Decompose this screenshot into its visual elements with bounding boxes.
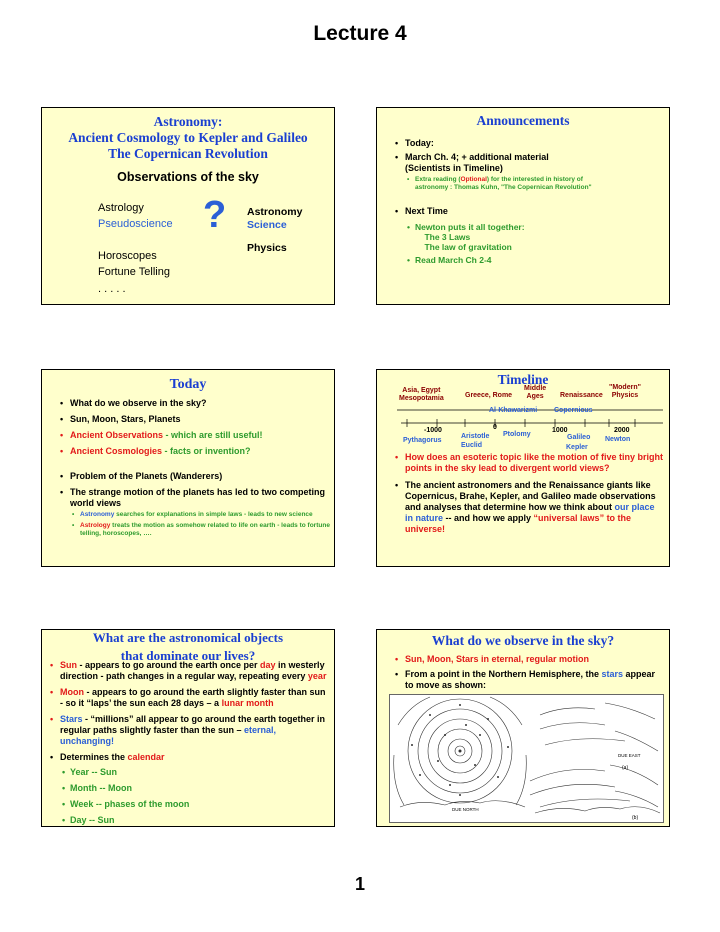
- sub-item: • Astrology treats the motion as somehow related to life on earth - leads to fortune telling, horoscopes, ….: [70, 522, 332, 538]
- person-label: Aristotle: [461, 433, 490, 440]
- person-label: Pythagorus: [403, 437, 442, 444]
- label-due-north: DUE NORTH: [452, 807, 479, 812]
- sub-item: • Month -- Moon: [60, 783, 330, 794]
- title-line: The Copernican Revolution: [108, 146, 268, 161]
- person-label: Euclid: [461, 442, 483, 449]
- tick-label: 1000: [552, 427, 568, 434]
- today-list: [58, 398, 332, 543]
- label-ellipsis: . . . . .: [98, 283, 126, 295]
- next-time-list: [393, 206, 663, 268]
- slide-announcements: [376, 107, 670, 305]
- list-item: • Moon - appears to go around the earth slightly faster than sun - so it “laps’ the sun each 28 days – a lunar month: [48, 687, 330, 709]
- title-line: Astronomy:: [153, 114, 223, 129]
- slide-subtitle: Observations of the sky: [117, 170, 259, 184]
- star-trails-figure: [390, 695, 663, 822]
- person-label: Newton: [605, 436, 631, 443]
- person-label: Ptolomy: [503, 431, 531, 438]
- list-item: • The strange motion of the planets has led to two competing world views • Astronomy searches for explanations in simple laws - leads to new science • Astrology treats the motion as somehow related to life on earth - leads to fortune telling, horoscopes, ….: [58, 487, 332, 538]
- list-item: • Sun, Moon, Stars, Planets: [58, 414, 332, 425]
- slide-title: Timeline: [497, 372, 549, 387]
- sub-item: • Newton puts it all together: The 3 Laws The law of gravitation: [405, 222, 663, 252]
- era-label: Greece, Rome: [465, 392, 513, 399]
- label-science: Science: [247, 219, 287, 231]
- sub-item: • Astronomy searches for explanations in simple laws - leads to new science: [70, 511, 332, 519]
- slide-title: [42, 114, 334, 162]
- era-label: Asia, Egypt Mesopotamia: [399, 387, 444, 402]
- label-astronomy: Astronomy: [247, 206, 303, 218]
- page-title: Lecture 4: [313, 22, 407, 45]
- person-label: Kepler: [566, 444, 588, 451]
- label-a: (a): [622, 765, 629, 771]
- sub-item: • Week -- phases of the moon: [60, 799, 330, 810]
- sub-item: • Year -- Sun: [60, 767, 330, 778]
- era-label: "Modern" Physics: [609, 384, 641, 399]
- list-item: • Stars - “millions” all appear to go around the earth together in regular paths slightly faster than the sun – eternal, unchanging!: [48, 714, 330, 747]
- list-item: • Problem of the Planets (Wanderers): [58, 471, 332, 482]
- slide-sky-observation: [376, 629, 670, 827]
- page-number: 1: [354, 874, 365, 894]
- slide-title: Announcements: [476, 113, 570, 128]
- star-trails-diagram: [389, 694, 664, 823]
- slide-astronomical-objects: [41, 629, 335, 827]
- list-item: • Ancient Observations - which are still useful!: [58, 430, 332, 441]
- person-label: Galileo: [567, 434, 591, 441]
- label-pseudoscience: Pseudoscience: [98, 218, 173, 230]
- list-item: • March Ch. 4; + additional material (Scientists in Timeline) • Extra reading (Optional) for the interested in history of astronomy : Thomas Kuhn, "The Copernican Revolution": [393, 152, 663, 192]
- announcement-list: [393, 138, 663, 195]
- tick-label: 0: [493, 424, 497, 431]
- tick-label: 2000: [614, 427, 630, 434]
- list-item: • Sun - appears to go around the earth once per day in westerly direction - path changes in a regular way, repeating every year: [48, 660, 330, 682]
- slide-title: What do we observe in the sky?: [431, 633, 615, 648]
- person-label: Al-Khawarizmi: [489, 407, 538, 414]
- slide-astronomy-intro: [41, 107, 335, 305]
- label-physics: Physics: [247, 242, 287, 254]
- list-item: • Next Time • Newton puts it all together: The 3 Laws The law of gravitation • Read March Ch 2-4: [393, 206, 663, 265]
- question-mark-icon: ?: [203, 194, 227, 236]
- list-item: • What do we observe in the sky?: [58, 398, 332, 409]
- label-b: (b): [632, 815, 639, 821]
- slide-title: Today: [169, 377, 207, 392]
- label-fortune-telling: Fortune Telling: [98, 266, 170, 278]
- list-item: • How does an esoteric topic like the motion of five tiny bright points in the sky lead to divergent world views?: [393, 452, 665, 474]
- list-item: • The ancient astronomers and the Renaissance giants like Copernicus, Brahe, Kepler, and Galileo made observations and analyses that determine how we think about our place in nature -- and how we apply “universal laws” to the universe!: [393, 480, 665, 535]
- title-line: that dominate our lives?: [120, 648, 256, 663]
- timeline-list: [393, 452, 665, 540]
- label-due-east: DUE EAST: [618, 753, 641, 758]
- list-item: • Sun, Moon, Stars in eternal, regular motion: [393, 654, 665, 665]
- label-astrology: Astrology: [98, 202, 144, 214]
- person-label: Copernicus: [554, 407, 593, 414]
- slide-today: [41, 369, 335, 567]
- title-line: Ancient Cosmology to Kepler and Galileo: [68, 130, 308, 145]
- era-label: Middle Ages: [524, 385, 547, 400]
- list-item: • Today:: [393, 138, 663, 149]
- title-line: What are the astronomical objects: [92, 630, 284, 645]
- sub-item: • Extra reading (Optional) for the interested in history of astronomy : Thomas Kuhn, "The Copernican Revolution": [405, 176, 663, 192]
- tick-label: -1000: [424, 427, 442, 434]
- sub-item: • Read March Ch 2-4: [405, 255, 663, 265]
- slide-timeline: [376, 369, 670, 567]
- sub-item: • Day -- Sun: [60, 815, 330, 826]
- list-item: • From a point in the Northern Hemisphere, the stars appear to move as shown:: [393, 669, 665, 691]
- objects-list: [48, 660, 330, 827]
- timeline-axis: [377, 370, 670, 460]
- list-item: • Ancient Cosmologies - facts or invention?: [58, 446, 332, 457]
- era-label: Renaissance: [560, 392, 603, 399]
- list-item: • Determines the calendar • Year -- Sun • Month -- Moon • Week -- phases of the moon • Day -- Sun: [48, 752, 330, 826]
- label-horoscopes: Horoscopes: [98, 250, 157, 262]
- sky-list: [393, 654, 665, 696]
